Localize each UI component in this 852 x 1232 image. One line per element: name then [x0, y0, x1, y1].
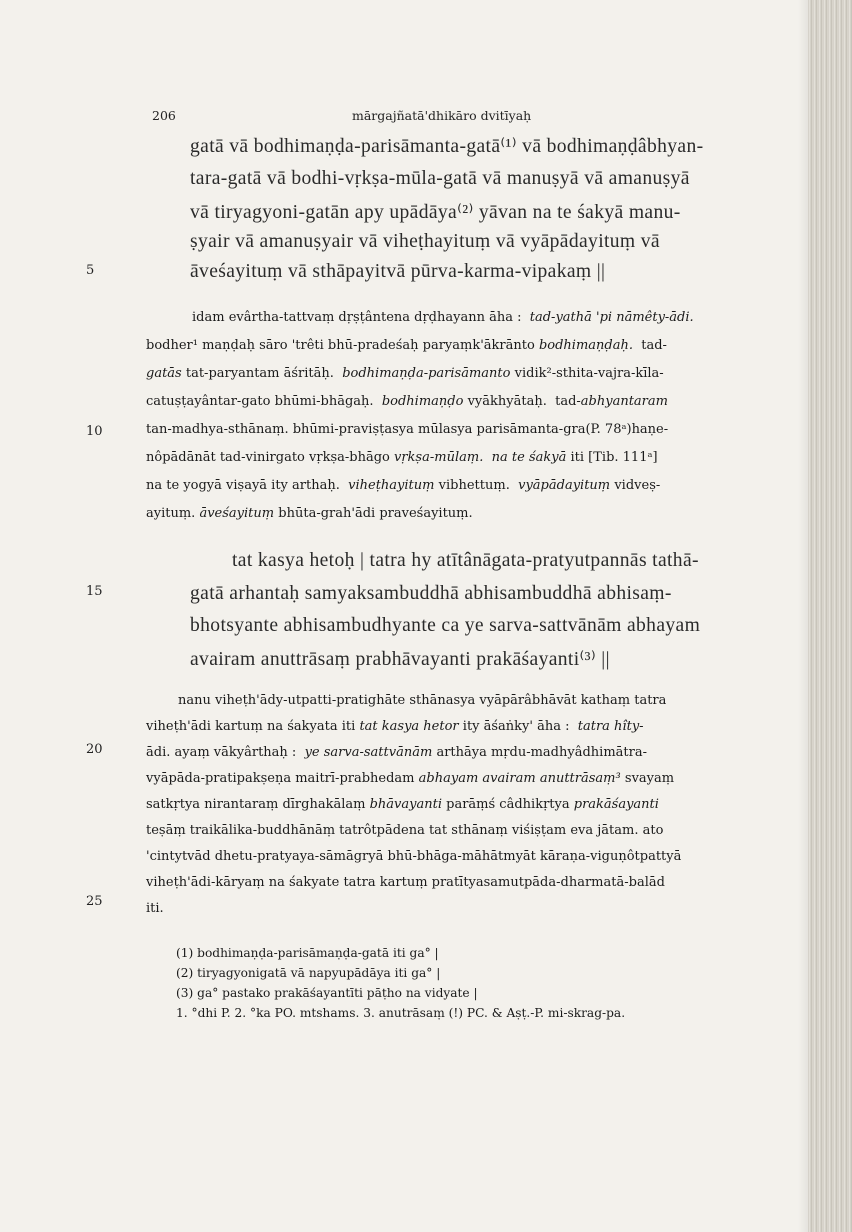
commentary-line: tan-madhya-sthānaṃ. bhūmi-praviṣṭasya mūlasya parisāmanta-gra(P. 78ᵃ)haṇe-: [146, 422, 669, 437]
root-line: bhotsyante abhisambudhyante ca ye sarva-sattvānām abhayam: [190, 615, 701, 636]
commentary-line: na te yogyā viṣayā ity arthaḥ. viheṭhayituṃ vibhettuṃ. vyāpādayituṃ vidveṣ-: [146, 478, 661, 493]
footnote: (3) ga° pastako prakāśayantīti pāṭho na vidyate |: [176, 986, 478, 1000]
page-number: 206: [152, 108, 176, 123]
commentary-line: nôpādānāt tad-vinirgato vṛkṣa-bhāgo vṛkṣa-mūlaṃ. na te śakyā iti [Tib. 111ᵃ]: [146, 450, 658, 465]
footnote: 1. °dhi P. 2. °ka PO. mtshams. 3. anutrāsaṃ (!) PC. & Aṣṭ.-P. mi-skrag-pa.: [176, 1006, 626, 1020]
commentary-line: viheṭh'ādi-kāryaṃ na śakyate tatra kartuṃ pratītyasamutpāda-dharmatā-balād: [146, 875, 665, 890]
commentary-line: ādi. ayaṃ vākyârthaḥ : ye sarva-sattvānām arthāya mṛdu-madhyâdhimātra-: [146, 745, 647, 760]
root-line: gatā arhantaḥ samyaksambuddhā abhisambuddhā abhisaṃ-: [190, 583, 672, 604]
commentary-line: catuṣṭayântar-gato bhūmi-bhāgaḥ. bodhimaṇḍo vyākhyātaḥ. tad-abhyantaram: [146, 394, 668, 409]
root-line: vā tiryagyoni-gatān apy upādāya⁽²⁾ yāvan na te śakyā manu-: [190, 202, 681, 223]
root-line: āveśayituṃ vā sthāpayitvā pūrva-karma-vipakaṃ ||: [190, 261, 606, 282]
commentary-line: teṣāṃ traikālika-buddhānāṃ tatrôtpādena tat sthānaṃ viśiṣṭam eva jātam. ato: [146, 823, 664, 838]
commentary-line: satkṛtya nirantaraṃ dīrghakālaṃ bhāvayanti parāṃś câdhikṛtya prakāśayanti: [146, 797, 659, 812]
line-number-5: 5: [86, 263, 95, 278]
line-number-10: 10: [86, 424, 103, 439]
commentary-line: bodher¹ maṇḍaḥ sāro 'trêti bhū-pradeśaḥ paryaṃk'ākrānto bodhimaṇḍaḥ. tad-: [146, 338, 667, 353]
commentary-line: viheṭh'ādi kartuṃ na śakyata iti tat kasya hetor ity āśaṅky' āha : tatra hîty-: [146, 719, 644, 734]
line-number-15: 15: [86, 584, 103, 599]
commentary-line: 'cintytvād dhetu-pratyaya-sāmāgryā bhū-bhāga-māhātmyāt kāraṇa-viguṇôtpattyā: [146, 849, 682, 864]
page-edge-shadow: [798, 0, 808, 1232]
root-line: gatā vā bodhimaṇḍa-parisāmanta-gatā⁽¹⁾ vā bodhimaṇḍâbhyan-: [190, 136, 704, 157]
footnote: (2) tiryagyonigatā vā napyupādāya iti ga° |: [176, 966, 441, 980]
line-number-25: 25: [86, 894, 103, 909]
running-title: mārgajñatā'dhikāro dvitīyaḥ: [352, 108, 532, 123]
root-line: tara-gatā vā bodhi-vṛkṣa-mūla-gatā vā manuṣyā vā amanuṣyā: [190, 168, 690, 189]
root-line: avairam anuttrāsaṃ prabhāvayanti prakāśayanti⁽³⁾ ||: [190, 649, 610, 670]
page-edge-binding: [808, 0, 852, 1232]
commentary-line: iti.: [146, 901, 164, 916]
root-line: tat kasya hetoḥ | tatra hy atītânāgata-pratyutpannās tathā-: [232, 550, 699, 571]
footnote: (1) bodhimaṇḍa-parisāmaṇḍa-gatā iti ga° |: [176, 946, 439, 960]
commentary-line: vyāpāda-pratipakṣeṇa maitrī-prabhedam abhayam avairam anuttrāsaṃ³ svayaṃ: [146, 771, 675, 786]
root-line: ṣyair vā amanuṣyair vā viheṭhayituṃ vā vyāpādayituṃ vā: [190, 231, 660, 252]
commentary-line: idam evârtha-tattvaṃ dṛṣṭântena dṛḍhayann āha : tad-yathā 'pi nāmêty-ādi.: [192, 310, 694, 325]
line-number-20: 20: [86, 742, 103, 757]
commentary-line: ayituṃ. āveśayituṃ bhūta-grah'ādi praveśayituṃ.: [146, 506, 473, 521]
commentary-line: nanu viheṭh'ādy-utpatti-pratighāte sthānasya vyāpārâbhāvāt kathaṃ tatra: [178, 693, 667, 708]
commentary-line: gatās tat-paryantam āśritāḥ. bodhimaṇḍa-parisāmanto vidik²-sthita-vajra-kīla-: [146, 366, 664, 381]
